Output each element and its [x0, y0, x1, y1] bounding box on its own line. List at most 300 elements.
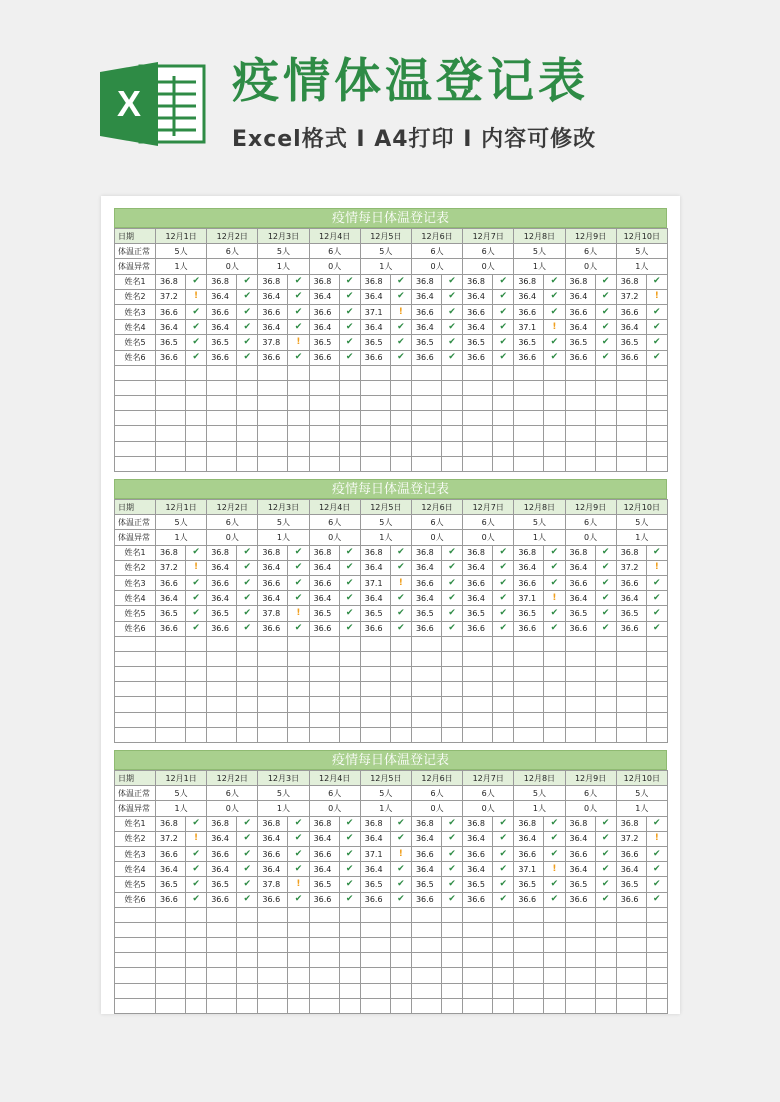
blank-cell[interactable]: [646, 456, 667, 471]
blank-cell[interactable]: [441, 396, 462, 411]
blank-cell[interactable]: [544, 998, 565, 1013]
blank-cell[interactable]: [156, 380, 186, 395]
date-cell[interactable]: 12月4日: [309, 771, 360, 786]
temperature-cell[interactable]: 36.8: [565, 816, 595, 831]
temperature-cell[interactable]: 36.5: [309, 877, 339, 892]
temperature-cell[interactable]: 36.5: [207, 877, 237, 892]
temperature-cell[interactable]: 36.8: [309, 545, 339, 560]
blank-cell[interactable]: [360, 380, 390, 395]
temperature-cell[interactable]: 37.1: [360, 304, 390, 319]
temperature-cell[interactable]: 36.4: [309, 862, 339, 877]
blank-cell[interactable]: [514, 456, 544, 471]
temperature-cell[interactable]: 36.4: [360, 560, 390, 575]
blank-cell[interactable]: [156, 968, 186, 983]
temperature-cell[interactable]: 36.6: [258, 350, 288, 365]
blank-cell[interactable]: [565, 953, 595, 968]
temperature-cell[interactable]: 36.6: [514, 846, 544, 861]
blank-cell[interactable]: [441, 365, 462, 380]
blank-cell[interactable]: [595, 396, 616, 411]
blank-cell[interactable]: [390, 953, 411, 968]
blank-cell[interactable]: [565, 697, 595, 712]
blank-cell[interactable]: [493, 907, 514, 922]
temperature-cell[interactable]: 36.6: [411, 846, 441, 861]
temperature-cell[interactable]: 36.6: [360, 350, 390, 365]
temperature-cell[interactable]: 36.8: [616, 274, 646, 289]
blank-cell[interactable]: [595, 983, 616, 998]
blank-cell[interactable]: [309, 727, 339, 742]
blank-cell[interactable]: [156, 953, 186, 968]
normal-count-cell[interactable]: 5人: [360, 786, 411, 801]
person-name[interactable]: 姓名5: [115, 335, 156, 350]
blank-cell[interactable]: [493, 667, 514, 682]
blank-cell[interactable]: [544, 426, 565, 441]
blank-cell[interactable]: [565, 396, 595, 411]
temperature-cell[interactable]: 36.5: [309, 335, 339, 350]
temperature-cell[interactable]: 36.6: [565, 846, 595, 861]
blank-cell[interactable]: [186, 727, 207, 742]
blank-cell[interactable]: [237, 998, 258, 1013]
blank-cell[interactable]: [288, 922, 309, 937]
temperature-cell[interactable]: 36.6: [565, 621, 595, 636]
blank-cell[interactable]: [463, 968, 493, 983]
blank-cell[interactable]: [411, 968, 441, 983]
blank-cell[interactable]: [595, 907, 616, 922]
blank-cell[interactable]: [441, 953, 462, 968]
person-name[interactable]: 姓名4: [115, 862, 156, 877]
blank-cell[interactable]: [390, 712, 411, 727]
temperature-cell[interactable]: 36.4: [463, 831, 493, 846]
blank-cell[interactable]: [514, 922, 544, 937]
blank-cell[interactable]: [186, 456, 207, 471]
temperature-cell[interactable]: 36.4: [616, 591, 646, 606]
temperature-cell[interactable]: 36.5: [207, 335, 237, 350]
blank-cell[interactable]: [616, 651, 646, 666]
abnormal-count-cell[interactable]: 1人: [258, 259, 309, 274]
blank-cell[interactable]: [288, 441, 309, 456]
blank-cell[interactable]: [595, 712, 616, 727]
blank-cell[interactable]: [411, 983, 441, 998]
temperature-cell[interactable]: 36.4: [565, 862, 595, 877]
blank-cell[interactable]: [258, 651, 288, 666]
temperature-cell[interactable]: 36.5: [463, 877, 493, 892]
blank-cell[interactable]: [237, 682, 258, 697]
temperature-cell[interactable]: 36.5: [156, 877, 186, 892]
blank-cell[interactable]: [360, 697, 390, 712]
blank-cell[interactable]: [493, 968, 514, 983]
abnormal-count-cell[interactable]: 0人: [565, 801, 616, 816]
blank-cell[interactable]: [493, 922, 514, 937]
blank-cell[interactable]: [411, 411, 441, 426]
blank-cell[interactable]: [339, 697, 360, 712]
blank-cell[interactable]: [207, 697, 237, 712]
temperature-cell[interactable]: 36.6: [616, 575, 646, 590]
temperature-cell[interactable]: 36.4: [360, 289, 390, 304]
temperature-cell[interactable]: 36.6: [463, 621, 493, 636]
blank-cell[interactable]: [339, 938, 360, 953]
blank-cell[interactable]: [115, 998, 156, 1013]
temperature-cell[interactable]: 36.6: [411, 575, 441, 590]
normal-count-cell[interactable]: 6人: [463, 515, 514, 530]
blank-cell[interactable]: [360, 712, 390, 727]
temperature-cell[interactable]: 36.8: [207, 545, 237, 560]
blank-cell[interactable]: [390, 667, 411, 682]
blank-cell[interactable]: [339, 411, 360, 426]
blank-cell[interactable]: [514, 953, 544, 968]
date-cell[interactable]: 12月3日: [258, 771, 309, 786]
blank-cell[interactable]: [115, 667, 156, 682]
temperature-cell[interactable]: 36.6: [207, 350, 237, 365]
temperature-cell[interactable]: 36.8: [207, 816, 237, 831]
blank-cell[interactable]: [309, 983, 339, 998]
blank-cell[interactable]: [258, 441, 288, 456]
blank-cell[interactable]: [616, 697, 646, 712]
temperature-cell[interactable]: 36.4: [207, 320, 237, 335]
temperature-cell[interactable]: 36.6: [258, 846, 288, 861]
blank-cell[interactable]: [156, 651, 186, 666]
person-name[interactable]: 姓名2: [115, 289, 156, 304]
blank-cell[interactable]: [544, 651, 565, 666]
blank-cell[interactable]: [544, 907, 565, 922]
date-cell[interactable]: 12月10日: [616, 771, 667, 786]
blank-cell[interactable]: [544, 712, 565, 727]
blank-cell[interactable]: [493, 983, 514, 998]
temperature-cell[interactable]: 36.8: [156, 274, 186, 289]
blank-cell[interactable]: [115, 682, 156, 697]
blank-cell[interactable]: [186, 396, 207, 411]
blank-cell[interactable]: [441, 938, 462, 953]
blank-cell[interactable]: [565, 712, 595, 727]
blank-cell[interactable]: [595, 651, 616, 666]
person-name[interactable]: 姓名3: [115, 846, 156, 861]
abnormal-count-cell[interactable]: 0人: [463, 530, 514, 545]
blank-cell[interactable]: [339, 441, 360, 456]
temperature-cell[interactable]: 36.6: [514, 575, 544, 590]
temperature-cell[interactable]: 36.6: [156, 621, 186, 636]
temperature-cell[interactable]: 37.2: [156, 831, 186, 846]
blank-cell[interactable]: [115, 968, 156, 983]
blank-cell[interactable]: [616, 380, 646, 395]
blank-cell[interactable]: [288, 968, 309, 983]
blank-cell[interactable]: [156, 667, 186, 682]
blank-cell[interactable]: [360, 411, 390, 426]
blank-cell[interactable]: [595, 380, 616, 395]
blank-cell[interactable]: [115, 456, 156, 471]
blank-cell[interactable]: [616, 636, 646, 651]
blank-cell[interactable]: [411, 907, 441, 922]
blank-cell[interactable]: [514, 380, 544, 395]
blank-cell[interactable]: [565, 441, 595, 456]
blank-cell[interactable]: [544, 727, 565, 742]
temperature-cell[interactable]: 36.5: [309, 606, 339, 621]
blank-cell[interactable]: [339, 651, 360, 666]
date-cell[interactable]: 12月5日: [360, 229, 411, 244]
temperature-cell[interactable]: 36.6: [616, 846, 646, 861]
blank-cell[interactable]: [616, 456, 646, 471]
blank-cell[interactable]: [595, 938, 616, 953]
normal-count-cell[interactable]: 6人: [309, 515, 360, 530]
blank-cell[interactable]: [463, 456, 493, 471]
date-cell[interactable]: 12月4日: [309, 500, 360, 515]
blank-cell[interactable]: [339, 365, 360, 380]
blank-cell[interactable]: [646, 938, 667, 953]
blank-cell[interactable]: [411, 953, 441, 968]
blank-cell[interactable]: [237, 727, 258, 742]
abnormal-count-cell[interactable]: 1人: [616, 801, 667, 816]
blank-cell[interactable]: [646, 396, 667, 411]
date-cell[interactable]: 12月3日: [258, 500, 309, 515]
blank-cell[interactable]: [493, 441, 514, 456]
temperature-cell[interactable]: 36.5: [463, 335, 493, 350]
date-cell[interactable]: 12月2日: [207, 229, 258, 244]
temperature-cell[interactable]: 37.8: [258, 606, 288, 621]
blank-cell[interactable]: [646, 426, 667, 441]
temperature-cell[interactable]: 36.8: [207, 274, 237, 289]
temperature-cell[interactable]: 36.6: [565, 350, 595, 365]
temperature-cell[interactable]: 36.8: [411, 816, 441, 831]
blank-cell[interactable]: [258, 922, 288, 937]
blank-cell[interactable]: [463, 682, 493, 697]
blank-cell[interactable]: [339, 396, 360, 411]
blank-cell[interactable]: [493, 938, 514, 953]
blank-cell[interactable]: [411, 651, 441, 666]
blank-cell[interactable]: [390, 727, 411, 742]
blank-cell[interactable]: [309, 411, 339, 426]
blank-cell[interactable]: [544, 983, 565, 998]
blank-cell[interactable]: [258, 983, 288, 998]
blank-cell[interactable]: [565, 968, 595, 983]
blank-cell[interactable]: [258, 667, 288, 682]
normal-count-cell[interactable]: 5人: [258, 786, 309, 801]
temperature-cell[interactable]: 36.6: [258, 892, 288, 907]
temperature-cell[interactable]: 36.4: [258, 591, 288, 606]
abnormal-count-cell[interactable]: 1人: [156, 259, 207, 274]
temperature-cell[interactable]: 36.4: [463, 320, 493, 335]
blank-cell[interactable]: [115, 651, 156, 666]
temperature-cell[interactable]: 36.4: [258, 320, 288, 335]
abnormal-count-cell[interactable]: 1人: [360, 801, 411, 816]
temperature-cell[interactable]: 36.4: [360, 591, 390, 606]
person-name[interactable]: 姓名6: [115, 892, 156, 907]
blank-cell[interactable]: [207, 938, 237, 953]
blank-cell[interactable]: [514, 667, 544, 682]
temperature-cell[interactable]: 36.6: [411, 304, 441, 319]
blank-cell[interactable]: [156, 441, 186, 456]
temperature-cell[interactable]: 36.5: [514, 335, 544, 350]
normal-count-cell[interactable]: 6人: [411, 786, 462, 801]
blank-cell[interactable]: [646, 667, 667, 682]
blank-cell[interactable]: [390, 983, 411, 998]
blank-cell[interactable]: [493, 697, 514, 712]
blank-cell[interactable]: [186, 426, 207, 441]
person-name[interactable]: 姓名4: [115, 591, 156, 606]
blank-cell[interactable]: [360, 953, 390, 968]
blank-cell[interactable]: [411, 365, 441, 380]
blank-cell[interactable]: [390, 396, 411, 411]
temperature-cell[interactable]: 36.8: [411, 274, 441, 289]
blank-cell[interactable]: [207, 426, 237, 441]
blank-cell[interactable]: [411, 441, 441, 456]
blank-cell[interactable]: [544, 396, 565, 411]
temperature-cell[interactable]: 36.4: [258, 862, 288, 877]
blank-cell[interactable]: [595, 456, 616, 471]
blank-cell[interactable]: [258, 697, 288, 712]
blank-cell[interactable]: [390, 456, 411, 471]
temperature-cell[interactable]: 36.4: [463, 862, 493, 877]
blank-cell[interactable]: [156, 426, 186, 441]
blank-cell[interactable]: [441, 922, 462, 937]
blank-cell[interactable]: [646, 411, 667, 426]
blank-cell[interactable]: [441, 636, 462, 651]
abnormal-count-cell[interactable]: 1人: [514, 801, 565, 816]
blank-cell[interactable]: [288, 396, 309, 411]
temperature-cell[interactable]: 37.1: [360, 846, 390, 861]
blank-cell[interactable]: [186, 380, 207, 395]
blank-cell[interactable]: [258, 938, 288, 953]
temperature-cell[interactable]: 36.4: [309, 320, 339, 335]
temperature-cell[interactable]: 36.6: [207, 621, 237, 636]
date-cell[interactable]: 12月2日: [207, 771, 258, 786]
blank-cell[interactable]: [360, 682, 390, 697]
blank-cell[interactable]: [493, 998, 514, 1013]
blank-cell[interactable]: [616, 712, 646, 727]
blank-cell[interactable]: [514, 727, 544, 742]
blank-cell[interactable]: [207, 380, 237, 395]
blank-cell[interactable]: [339, 456, 360, 471]
blank-cell[interactable]: [544, 365, 565, 380]
temperature-cell[interactable]: 36.4: [514, 831, 544, 846]
blank-cell[interactable]: [463, 922, 493, 937]
temperature-cell[interactable]: 36.5: [514, 606, 544, 621]
blank-cell[interactable]: [360, 456, 390, 471]
blank-cell[interactable]: [595, 968, 616, 983]
temperature-cell[interactable]: 36.6: [616, 304, 646, 319]
blank-cell[interactable]: [360, 938, 390, 953]
blank-cell[interactable]: [411, 922, 441, 937]
temperature-cell[interactable]: 36.6: [360, 621, 390, 636]
date-cell[interactable]: 12月3日: [258, 229, 309, 244]
temperature-cell[interactable]: 36.6: [207, 304, 237, 319]
abnormal-count-cell[interactable]: 0人: [207, 530, 258, 545]
blank-cell[interactable]: [646, 998, 667, 1013]
temperature-cell[interactable]: 36.6: [616, 892, 646, 907]
blank-cell[interactable]: [258, 456, 288, 471]
blank-cell[interactable]: [565, 907, 595, 922]
blank-cell[interactable]: [493, 380, 514, 395]
blank-cell[interactable]: [309, 667, 339, 682]
temperature-cell[interactable]: 36.4: [258, 831, 288, 846]
blank-cell[interactable]: [390, 907, 411, 922]
blank-cell[interactable]: [186, 441, 207, 456]
blank-cell[interactable]: [115, 922, 156, 937]
abnormal-count-cell[interactable]: 1人: [616, 530, 667, 545]
normal-count-cell[interactable]: 5人: [156, 786, 207, 801]
date-cell[interactable]: 12月7日: [463, 229, 514, 244]
date-cell[interactable]: 12月2日: [207, 500, 258, 515]
blank-cell[interactable]: [565, 636, 595, 651]
blank-cell[interactable]: [339, 682, 360, 697]
blank-cell[interactable]: [309, 953, 339, 968]
blank-cell[interactable]: [360, 396, 390, 411]
blank-cell[interactable]: [390, 651, 411, 666]
temperature-cell[interactable]: 37.1: [514, 591, 544, 606]
abnormal-count-cell[interactable]: 0人: [463, 801, 514, 816]
temperature-cell[interactable]: 36.6: [411, 892, 441, 907]
blank-cell[interactable]: [411, 938, 441, 953]
blank-cell[interactable]: [156, 922, 186, 937]
abnormal-count-cell[interactable]: 0人: [309, 801, 360, 816]
person-name[interactable]: 姓名6: [115, 350, 156, 365]
temperature-cell[interactable]: 36.8: [463, 816, 493, 831]
temperature-cell[interactable]: 36.6: [156, 575, 186, 590]
temperature-cell[interactable]: 36.4: [411, 831, 441, 846]
blank-cell[interactable]: [309, 922, 339, 937]
temperature-cell[interactable]: 36.4: [207, 831, 237, 846]
temperature-cell[interactable]: 36.6: [258, 304, 288, 319]
temperature-cell[interactable]: 36.6: [156, 846, 186, 861]
abnormal-count-cell[interactable]: 0人: [463, 259, 514, 274]
blank-cell[interactable]: [309, 396, 339, 411]
blank-cell[interactable]: [360, 968, 390, 983]
blank-cell[interactable]: [309, 938, 339, 953]
blank-cell[interactable]: [288, 411, 309, 426]
blank-cell[interactable]: [463, 667, 493, 682]
blank-cell[interactable]: [411, 396, 441, 411]
blank-cell[interactable]: [646, 636, 667, 651]
temperature-cell[interactable]: 37.2: [156, 289, 186, 304]
blank-cell[interactable]: [441, 456, 462, 471]
temperature-cell[interactable]: 36.5: [565, 606, 595, 621]
blank-cell[interactable]: [288, 426, 309, 441]
blank-cell[interactable]: [207, 727, 237, 742]
abnormal-count-cell[interactable]: 0人: [565, 530, 616, 545]
blank-cell[interactable]: [514, 682, 544, 697]
blank-cell[interactable]: [493, 953, 514, 968]
blank-cell[interactable]: [339, 907, 360, 922]
temperature-cell[interactable]: 36.8: [463, 274, 493, 289]
temperature-cell[interactable]: 36.5: [514, 877, 544, 892]
blank-cell[interactable]: [514, 411, 544, 426]
temperature-cell[interactable]: 36.5: [360, 335, 390, 350]
temperature-cell[interactable]: 36.8: [258, 545, 288, 560]
temperature-cell[interactable]: 36.5: [156, 606, 186, 621]
blank-cell[interactable]: [115, 907, 156, 922]
blank-cell[interactable]: [186, 651, 207, 666]
blank-cell[interactable]: [441, 411, 462, 426]
abnormal-count-cell[interactable]: 1人: [360, 530, 411, 545]
blank-cell[interactable]: [360, 998, 390, 1013]
blank-cell[interactable]: [115, 712, 156, 727]
blank-cell[interactable]: [237, 697, 258, 712]
blank-cell[interactable]: [544, 411, 565, 426]
blank-cell[interactable]: [616, 922, 646, 937]
date-cell[interactable]: 12月1日: [156, 500, 207, 515]
blank-cell[interactable]: [411, 380, 441, 395]
normal-count-cell[interactable]: 6人: [565, 786, 616, 801]
blank-cell[interactable]: [514, 938, 544, 953]
blank-cell[interactable]: [186, 922, 207, 937]
blank-cell[interactable]: [360, 727, 390, 742]
temperature-cell[interactable]: 36.5: [411, 606, 441, 621]
blank-cell[interactable]: [544, 636, 565, 651]
temperature-cell[interactable]: 36.6: [207, 575, 237, 590]
person-name[interactable]: 姓名1: [115, 816, 156, 831]
temperature-cell[interactable]: 36.6: [207, 846, 237, 861]
temperature-cell[interactable]: 36.8: [360, 274, 390, 289]
person-name[interactable]: 姓名4: [115, 320, 156, 335]
blank-cell[interactable]: [156, 396, 186, 411]
temperature-cell[interactable]: 36.6: [514, 304, 544, 319]
temperature-cell[interactable]: 36.5: [156, 335, 186, 350]
